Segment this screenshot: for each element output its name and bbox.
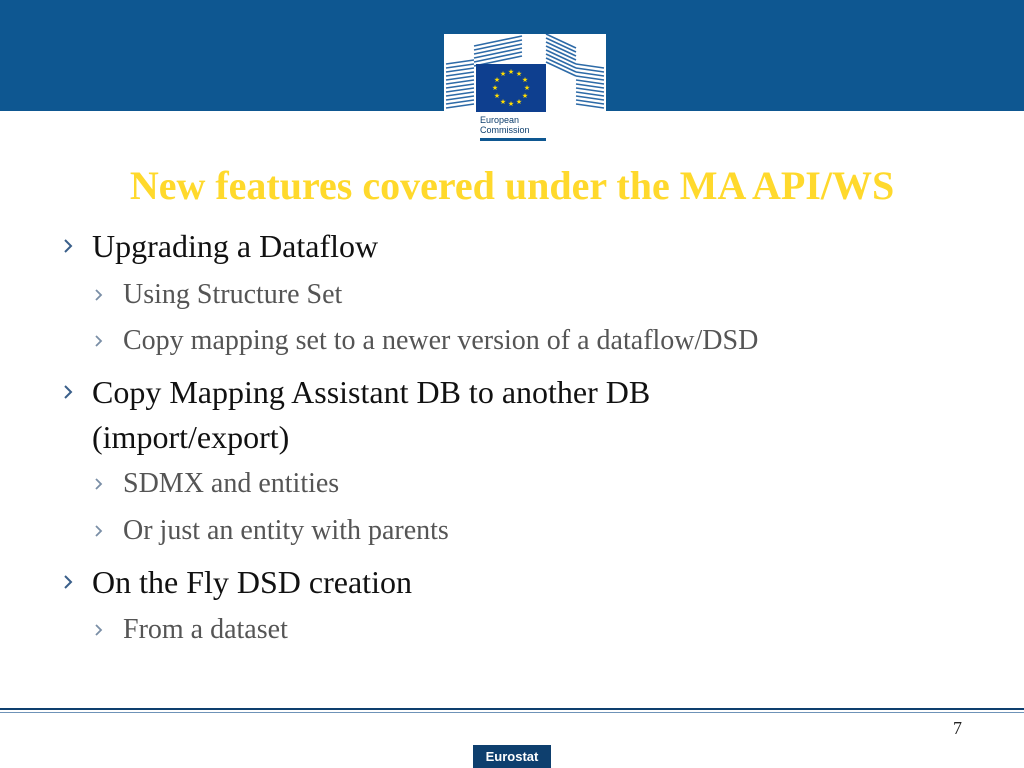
- footer-divider: [0, 708, 1024, 710]
- logo-text-line1: European: [480, 115, 520, 125]
- logo-text-line2: Commission: [480, 125, 530, 135]
- svg-text:★: ★: [515, 70, 523, 78]
- svg-text:★: ★: [493, 92, 501, 100]
- bullet-level2: From a dataset: [123, 614, 288, 645]
- footer-divider-thin: [0, 712, 1024, 713]
- bullet-level2: Or just an entity with parents: [123, 515, 449, 546]
- svg-text:★: ★: [507, 100, 515, 108]
- bullet-arrow-icon: [63, 239, 73, 253]
- bullet-arrow-icon: [94, 335, 103, 347]
- bullet-arrow-icon: [94, 289, 103, 301]
- slide-title: New features covered under the MA API/WS: [129, 163, 895, 208]
- svg-text:★: ★: [493, 76, 501, 84]
- page-number: 7: [953, 718, 962, 738]
- bullet-level1-line1: Copy Mapping Assistant DB to another DB: [92, 374, 651, 410]
- bullet-arrow-icon: [94, 525, 103, 537]
- bullet-level2: Copy mapping set to a newer version of a dataflow/DSD: [123, 325, 759, 356]
- svg-text:★: ★: [507, 68, 515, 76]
- bullet-level2: Using Structure Set: [123, 279, 343, 310]
- eurostat-badge: Eurostat: [473, 745, 551, 768]
- svg-text:★: ★: [523, 84, 531, 92]
- svg-text:★: ★: [499, 70, 507, 78]
- bullet-arrow-icon: [94, 624, 103, 636]
- svg-text:★: ★: [521, 92, 529, 100]
- svg-text:★: ★: [499, 98, 507, 106]
- bullet-level1: On the Fly DSD creation: [92, 564, 412, 600]
- bullet-level2: SDMX and entities: [123, 468, 340, 499]
- svg-text:★: ★: [521, 76, 529, 84]
- bullet-level1-line2: (import/export): [92, 419, 290, 455]
- bullet-arrow-icon: [94, 478, 103, 490]
- bullet-level1: Upgrading a Dataflow: [92, 228, 379, 264]
- bullet-arrow-icon: [63, 385, 73, 399]
- bullet-arrow-icon: [63, 575, 73, 589]
- svg-text:★: ★: [491, 84, 499, 92]
- svg-text:★: ★: [515, 98, 523, 106]
